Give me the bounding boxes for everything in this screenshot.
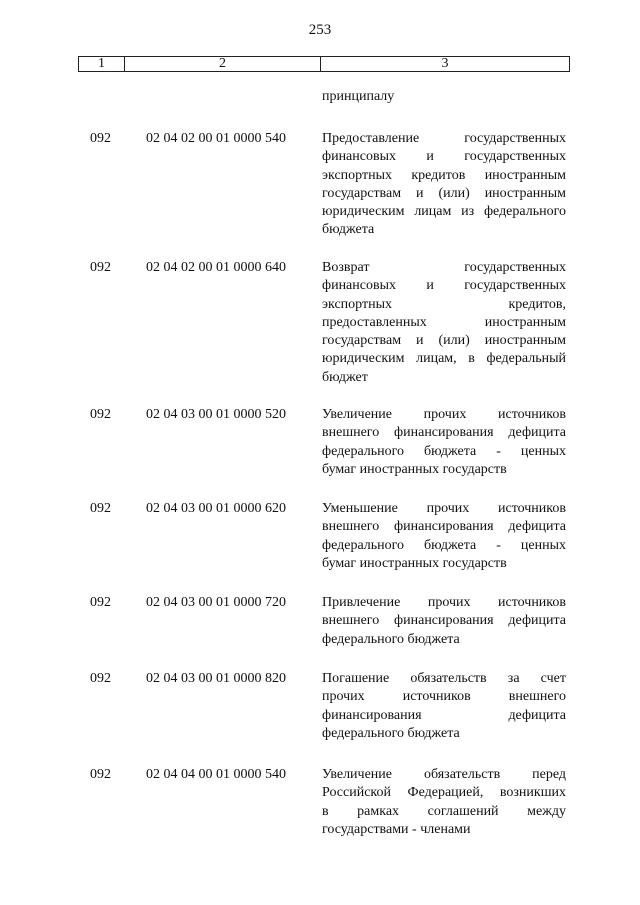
admin-code: 092 [90, 671, 111, 686]
budget-classification-code: 02 04 03 00 01 0000 820 [146, 671, 286, 686]
description-line: Привлечение прочих источников [322, 595, 566, 610]
description-line: бюджет [322, 369, 368, 385]
description-line: федерального бюджета [322, 725, 460, 741]
admin-code: 092 [90, 595, 111, 610]
description-line: бумаг иностранных государств [322, 461, 507, 477]
description-line: экспортных кредитов, [322, 296, 566, 312]
description-line: федерального бюджета - ценных [322, 537, 566, 553]
admin-code: 092 [90, 407, 111, 422]
admin-code: 092 [90, 260, 111, 275]
budget-classification-code: 02 04 03 00 01 0000 720 [146, 595, 286, 610]
description-line: Увеличение прочих источников [322, 407, 566, 422]
budget-classification-code: 02 04 04 00 01 0000 540 [146, 767, 286, 782]
source-description [322, 500, 566, 573]
description-line: Увеличение обязательств перед [322, 767, 566, 782]
header-col-2: 2 [125, 57, 321, 71]
continued-text: принципалу [322, 89, 395, 104]
source-description [322, 130, 566, 240]
source-description [322, 766, 566, 839]
description-line: юридическим лицам, в федеральный [322, 351, 566, 367]
description-line: федерального бюджета - ценных [322, 443, 566, 459]
description-line: государствам и (или) иностранным [322, 185, 566, 201]
source-description [322, 259, 566, 387]
description-line: финансовых и государственных [322, 278, 566, 294]
description-line: государствам и (или) иностранным [322, 333, 566, 349]
description-line: Погашение обязательств за счет [322, 671, 566, 686]
description-line: Российской Федерацией, возникших [322, 785, 566, 801]
source-description [322, 406, 566, 479]
table-header [78, 56, 570, 72]
admin-code: 092 [90, 501, 111, 516]
admin-code: 092 [90, 131, 111, 146]
description-line: внешнего финансирования дефицита [322, 519, 566, 535]
description-line: Предоставление государственных [322, 131, 566, 146]
header-col-3: 3 [441, 56, 449, 71]
description-line: бюджета [322, 222, 375, 238]
budget-classification-code: 02 04 02 00 01 0000 540 [146, 131, 286, 146]
description-line: Уменьшение прочих источников [322, 501, 566, 516]
description-line: федерального бюджета [322, 631, 460, 647]
description-line: юридическим лицам из федерального [322, 204, 566, 220]
admin-code: 092 [90, 767, 111, 782]
page-number: 253 [308, 22, 332, 38]
description-line: предоставленных иностранным [322, 314, 566, 330]
description-line: внешнего финансирования дефицита [322, 425, 566, 441]
budget-classification-code: 02 04 02 00 01 0000 640 [146, 260, 286, 275]
description-line: финансовых и государственных [322, 149, 566, 165]
header-col-1: 1 [79, 57, 125, 71]
description-line: бумаг иностранных государств [322, 555, 507, 571]
description-line: в рамках соглашений между [322, 803, 566, 819]
source-description [322, 670, 566, 743]
description-line: финансирования дефицита [322, 707, 566, 723]
description-line: экспортных кредитов иностранным [322, 167, 566, 183]
description-line: внешнего финансирования дефицита [322, 613, 566, 629]
source-description [322, 594, 566, 649]
description-line: государствами - членами [322, 821, 471, 837]
budget-classification-code: 02 04 03 00 01 0000 520 [146, 407, 286, 422]
budget-classification-code: 02 04 03 00 01 0000 620 [146, 501, 286, 516]
description-line: Возврат государственных [322, 260, 566, 275]
description-line: прочих источников внешнего [322, 689, 566, 705]
